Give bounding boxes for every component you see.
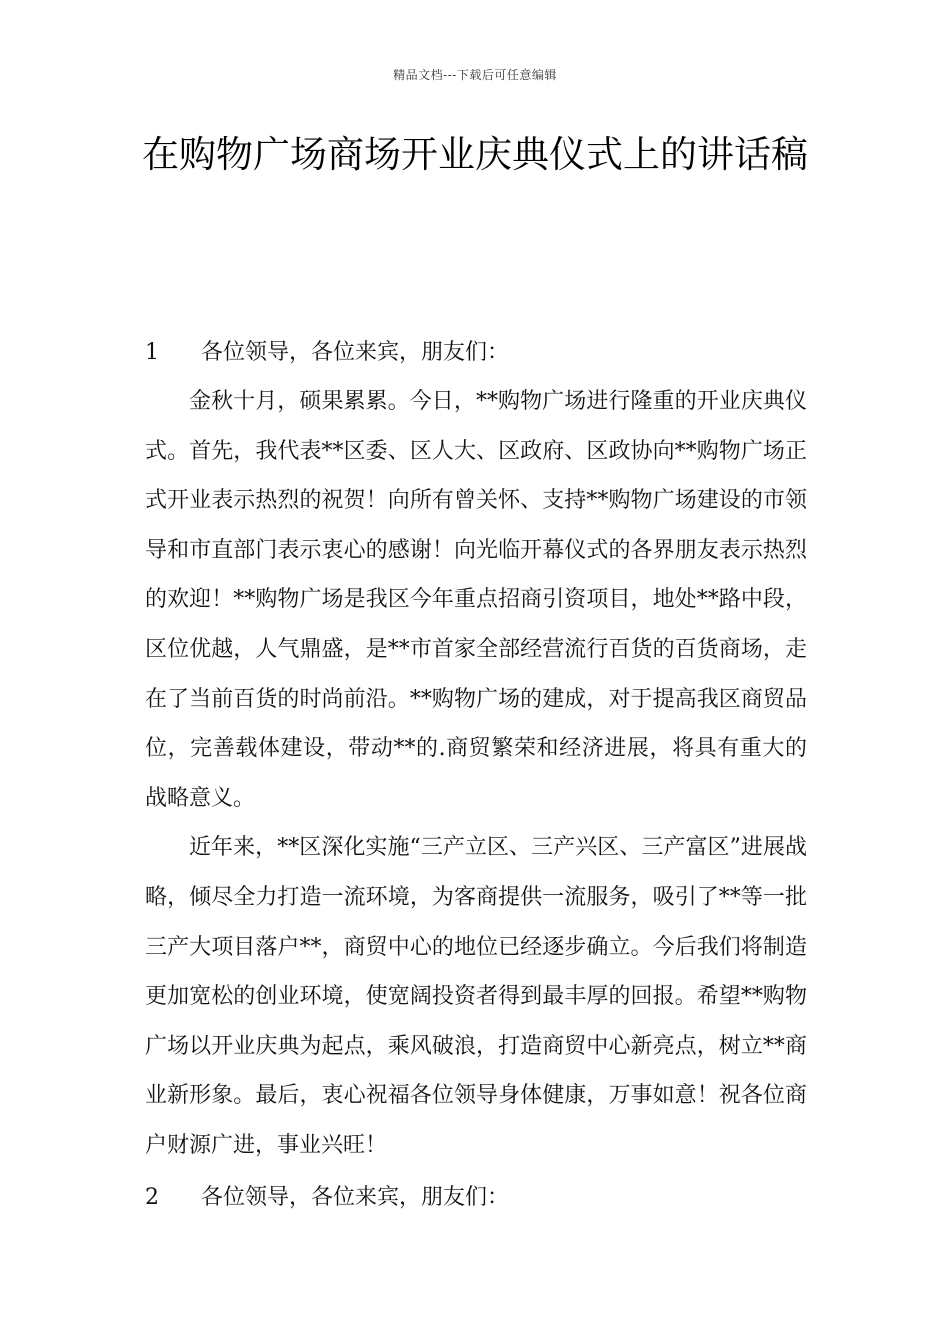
section-number: 2 (145, 1185, 159, 1210)
section-number: 1 (145, 340, 159, 365)
paragraph: 近年来，**区深化实施“三产立区、三产兴区、三产富区”进展战略，倾尽全力打造一流环境，为客商提供一流服务，吸引了**等一批三产大项目落户**，商贸中心的地位已经逐步确立。今后我们将制造更加宽松的创业环境，使宽阔投资者得到最丰厚的回报。希望**购物广场以开业庆典为起点，乘风破浪，打造商贸中心新亮点，树立**商业新形象。最后，衷心祝福各位领导身体健康，万事如意！祝各位商户财源广进，事业兴旺！ (145, 835, 807, 1158)
header-note: 精品文档---下载后可任意编辑 (393, 68, 557, 82)
section-heading-1 (145, 338, 509, 368)
salutation: 各位领导，各位来宾，朋友们： (201, 340, 510, 365)
document-title: 在购物广场商场开业庆典仪式上的讲话稿 (142, 133, 808, 176)
section-body-1 (145, 377, 807, 1171)
section-heading-2 (145, 1183, 509, 1213)
paragraph: 金秋十月，硕果累累。今日，**购物广场进行隆重的开业庆典仪式。首先，我代表**区委、区人大、区政府、区政协向**购物广场正式开业表示热烈的祝贺！向所有曾关怀、支持**购物广场建设的市领导和市直部门表示衷心的感谢！向光临开幕仪式的各界朋友表示热烈的欢迎！**购物广场是我区今年重点招商引资项目，地处**路中段，区位优越，人气鼎盛，是**市首家全部经营流行百货的百货商场，走在了当前百货的时尚前沿。**购物广场的建成，对于提高我区商贸品位，完善载体建设，带动**的.商贸繁荣和经济进展，将具有重大的战略意义。 (145, 389, 807, 811)
salutation: 各位领导，各位来宾，朋友们： (201, 1185, 510, 1210)
